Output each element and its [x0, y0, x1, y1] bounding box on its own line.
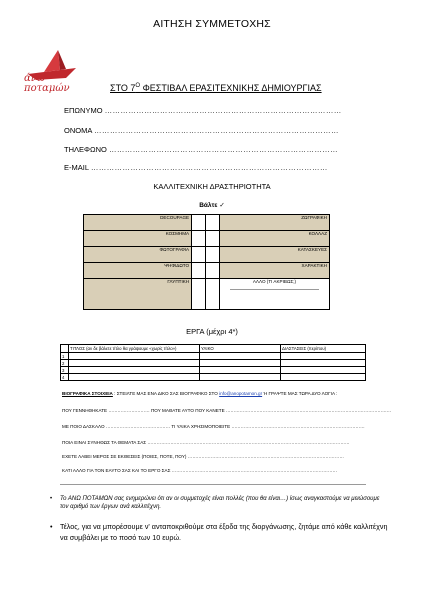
works-row-number: 2: [61, 360, 69, 367]
works-material-cell[interactable]: [200, 360, 281, 367]
bio-line[interactable]: ΚΑΤΙ ΑΛΛΟ ΓΙΑ ΤΟΝ ΕΑΥΤΟ ΣΑΣ ΚΑΙ ΤΟ ΕΡΓΟ ΣΑΣ ………………………………………………………………………………………………: [62, 468, 338, 473]
note-fee-text: Τέλος, για να μπορέσουμε ν' ανταποκριθούμε στα έξοδα της διοργάνωσης, ζητάμε από κάθε καλλιτέχνη να συμβάλει με το ποσό των 10 ευρώ.: [60, 522, 388, 542]
festival-subtitle: [110, 83, 322, 93]
arts-table: [83, 214, 330, 310]
subtitle-pre: ΣΤΟ 7: [110, 83, 136, 93]
arts-checkbox-right[interactable]: [206, 263, 220, 279]
works-section-title: ΕΡΓΑ (μέχρι 4*): [186, 327, 238, 336]
works-row-number: 3: [61, 367, 69, 374]
arts-checkbox-left[interactable]: [192, 279, 206, 310]
arts-other-label: ΑΛΛΟ (ΤΙ ΑΚΡΙΒΩΣ;): [252, 279, 297, 284]
arts-checkbox-left[interactable]: [192, 263, 206, 279]
works-dimensions-cell[interactable]: [281, 367, 366, 374]
checkmark-icon: ✓: [219, 202, 225, 209]
works-title-cell[interactable]: [69, 353, 200, 360]
note-participation: [50, 495, 380, 511]
arts-checkbox-right[interactable]: [206, 231, 220, 247]
bio-intro-mid: : ΣΤΕΙΛΤΕ ΜΑΣ ΕΝΑ ΔΙΚΟ ΣΑΣ ΒΙΟΓΡΑΦΙΚΟ ΣΤΟ: [112, 391, 220, 396]
works-dimensions-cell[interactable]: [281, 374, 366, 381]
works-header-row: [61, 345, 366, 353]
arts-row: [84, 247, 330, 263]
arts-label-left: ΚΟΣΜΗΜΑ: [84, 231, 192, 247]
arts-section-title: ΚΑΛΛΙΤΕΧΝΙΚΗ ΔΡΑΣΤΗΡΙΟΤΗΤΑ: [153, 182, 271, 191]
arts-checkbox-right[interactable]: [206, 247, 220, 263]
email-dots: ………………………………………………………………………………: [90, 163, 328, 172]
bio-intro-post: Ή ΓΡΑΨΤΕ ΜΑΣ ΤΩΡΑ ΔΥΟ ΛΟΓΙΑ :: [262, 391, 338, 396]
other-input-line[interactable]: [230, 289, 319, 290]
phone-field[interactable]: [64, 145, 338, 154]
works-material-cell[interactable]: [200, 353, 281, 360]
arts-label-left: DECOUPAGE: [84, 215, 192, 231]
surname-dots: ………………………………………………………………………………: [104, 106, 342, 115]
works-col-dimensions: ΔΙΑΣΤΑΣΕΙΣ (περίπου): [281, 345, 366, 353]
logo-text: [24, 74, 70, 94]
arts-row: [84, 279, 330, 310]
arts-checkbox-left[interactable]: [192, 231, 206, 247]
check-instruction: [0, 201, 424, 209]
arts-label-right: ΧΑΡΑΚΤΙΚΗ: [219, 263, 329, 279]
logo-text-line1: άνω: [24, 73, 45, 84]
subtitle-post: ΦΕΣΤΙΒΑΛ ΕΡΑΣΙΤΕΧΝΙΚΗΣ ΔΗΜΙΟΥΡΓΙΑΣ: [140, 83, 322, 93]
works-col-material: ΥΛΙΚΟ: [200, 345, 281, 353]
phone-dots: ……………………………………………………………………………: [108, 145, 339, 154]
works-row: [61, 367, 366, 374]
bio-email-link[interactable]: info@anopotamon.gr: [219, 391, 263, 396]
arts-checkbox-right[interactable]: [206, 215, 220, 231]
arts-label-left: ΦΩΤΟΓΡΑΦΙΑ: [84, 247, 192, 263]
surname-label: ΕΠΩΝΥΜΟ: [64, 106, 103, 115]
bullet-icon: •: [50, 496, 53, 502]
check-label-text: Βάλτε: [199, 202, 218, 209]
email-label: E-MAIL: [64, 163, 89, 172]
name-dots: …………………………………………………………………………………: [94, 126, 339, 135]
email-field[interactable]: [64, 163, 328, 172]
works-col-title: ΤΙΤΛΟΣ (αν δε βάλετε τίτλο θα γράψουμε «χωρίς τίτλο»): [69, 345, 200, 353]
arts-row: [84, 263, 330, 279]
arts-label-right: ΖΩΓΡΑΦΙΚΗ: [219, 215, 329, 231]
works-material-cell[interactable]: [200, 374, 281, 381]
arts-other-cell[interactable]: [219, 279, 329, 310]
bio-line[interactable]: ΠΟΙΑ ΕΙΝΑΙ ΣΥΝΗΘΩΣ ΤΑ ΘΕΜΑΤΑ ΣΑΣ ……………………………………………………………………………………………………………………: [62, 440, 350, 445]
works-dimensions-cell[interactable]: [281, 360, 366, 367]
works-title-cell[interactable]: [69, 367, 200, 374]
arts-checkbox-left[interactable]: [192, 247, 206, 263]
name-label: ΟΝΟΜΑ: [64, 126, 92, 135]
arts-checkbox-left[interactable]: [192, 215, 206, 231]
arts-label-left: ΨΗΦΙΔΩΤΟ: [84, 263, 192, 279]
works-row: [61, 360, 366, 367]
arts-row: [84, 215, 330, 231]
works-row-number: 1: [61, 353, 69, 360]
arts-row: [84, 231, 330, 247]
section-divider: [60, 484, 366, 485]
works-dimensions-cell[interactable]: [281, 353, 366, 360]
bio-intro: [62, 391, 402, 396]
works-title-cell[interactable]: [69, 374, 200, 381]
arts-label-left: ΓΛΥΠΤΙΚΗ: [84, 279, 192, 310]
works-row-number: 4: [61, 374, 69, 381]
works-title-cell[interactable]: [69, 360, 200, 367]
arts-label-right: ΚΑΤΑΣΚΕΥΕΣ: [219, 247, 329, 263]
bio-line[interactable]: ΜΕ ΠΟΙΟ ΔΑΣΚΑΛΟ …………………………………… ΤΙ ΥΛΙΚΑ ΧΡΗΣΙΜΟΠΟΙΕΙΤΕ ……………………………………………………………………………: [62, 424, 365, 429]
phone-label: ΤΗΛΕΦΩΝΟ: [64, 145, 107, 154]
note-participation-text: Το ΑΝΩ ΠΟΤΑΜΩΝ σας ενημερώνει ότι αν οι συμμετοχές είναι πολλές (που θα είναι…) ίσως αναγκαστούμε να μειώσουμε τον αριθμό των έργων ανά καλλιτέχνη.: [60, 496, 380, 510]
works-material-cell[interactable]: [200, 367, 281, 374]
arts-checkbox-right[interactable]: [206, 279, 220, 310]
works-table: [60, 344, 366, 381]
bio-line[interactable]: ΠΟΥ ΓΕΝΝΗΘΗΚΑΤΕ ……………………… ΠΟΥ ΜΑΘΑΤΕ ΑΥΤΟ ΠΟΥ ΚΑΝΕΤΕ ………………………………………………………………………………………………: [62, 408, 392, 413]
logo-text-line2: ποταμών: [24, 83, 70, 94]
form-title: ΑΙΤΗΣΗ ΣΥΜΜΕΤΟΧΗΣ: [153, 18, 271, 30]
works-col-num: [61, 345, 69, 353]
subtitle-sup: Ο: [135, 83, 141, 89]
bullet-icon: •: [50, 522, 53, 531]
works-row: [61, 374, 366, 381]
arts-label-right: ΚΟΛΛΑΖ: [219, 231, 329, 247]
bio-intro-label: ΒΙΟΓΡΑΦΙΚΑ ΣΤΟΙΧΕΙΑ: [62, 391, 113, 396]
bio-line[interactable]: ΕΧΕΤΕ ΛΑΒΕΙ ΜΕΡΟΣ ΣΕ ΕΚΘΕΣΕΙΣ (ΠΟΙΕΣ, ΠΟΤΕ, ΠΟΥ) …………………………………………………………………………………………: [62, 454, 344, 459]
surname-field[interactable]: [64, 106, 342, 115]
works-row: [61, 353, 366, 360]
name-field[interactable]: [64, 126, 339, 135]
note-fee: [50, 521, 390, 543]
